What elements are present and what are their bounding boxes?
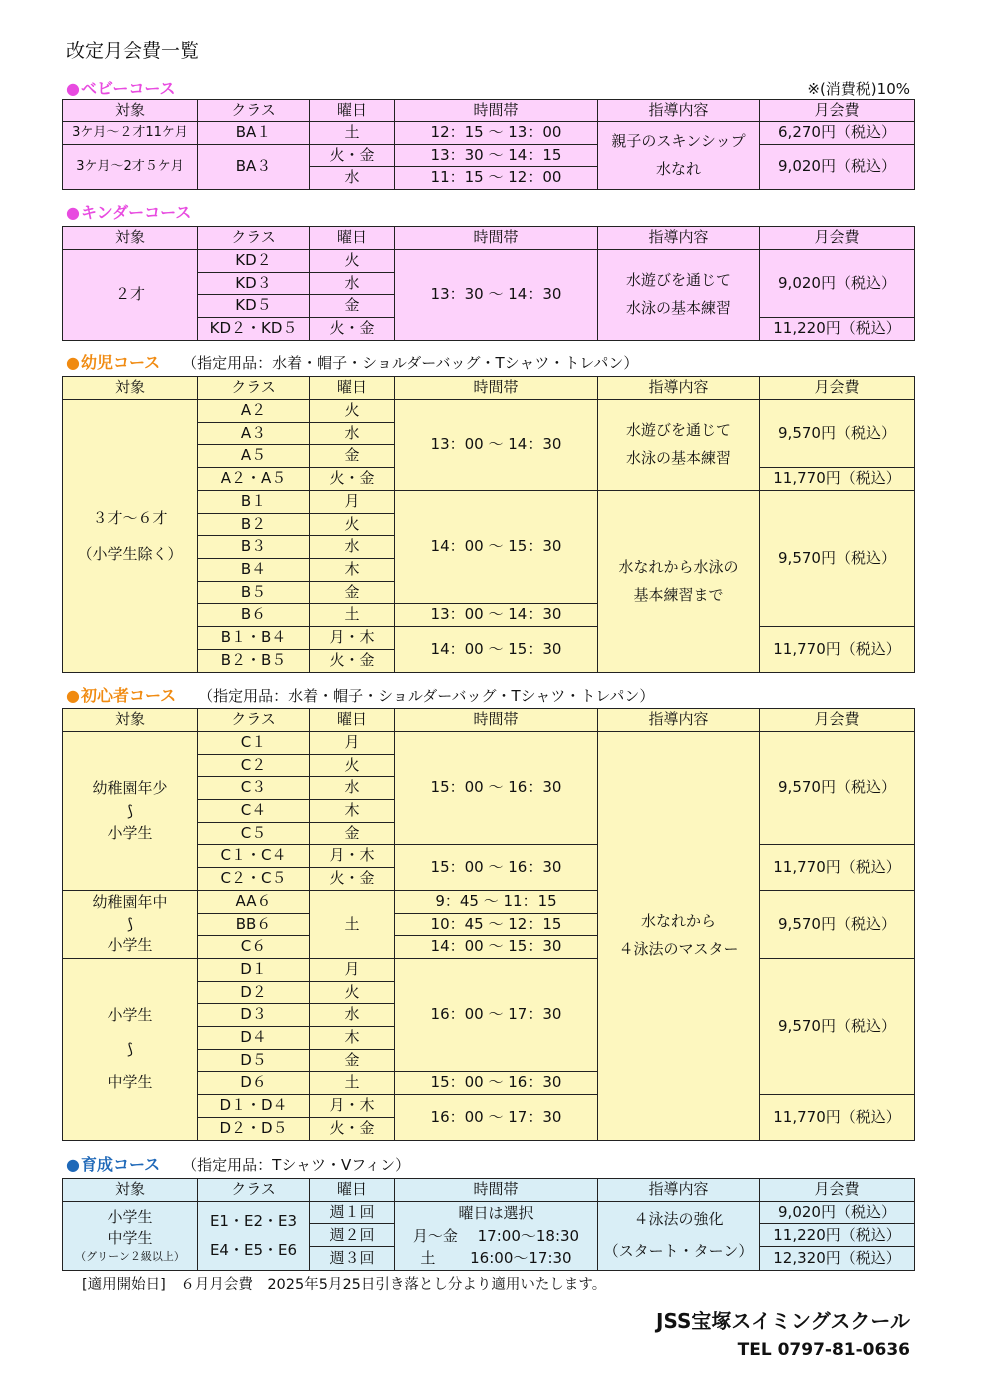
day-cell: 水 [310, 423, 395, 445]
day-cell: 水 [310, 536, 395, 559]
class-cell: D１ [198, 959, 310, 982]
bullet-icon: ● [66, 1155, 80, 1174]
header-day: 曜日 [310, 1179, 395, 1202]
day-cell: 火 [310, 982, 395, 1004]
time-cell: 13：30 ～ 14：30 [395, 250, 598, 341]
table-row [63, 122, 915, 145]
table-row [63, 959, 915, 982]
class-cell: D２・D５ [198, 1118, 310, 1141]
content-cell [598, 1202, 760, 1271]
bullet-icon: ● [66, 353, 80, 372]
time-cell [395, 1202, 598, 1271]
class-cell: B５ [198, 582, 310, 604]
class-cell: C２ [198, 755, 310, 777]
header-day: 曜日 [310, 709, 395, 732]
header-fee: 月会費 [760, 709, 915, 732]
section-title: ベビーコース [80, 79, 176, 98]
time-line: 土 16:00～17:30 [420, 1249, 572, 1267]
header-time: 時間帯 [395, 227, 598, 250]
class-cell: KD２ [198, 250, 310, 273]
table-header-row [63, 377, 915, 400]
header-target: 対象 [63, 377, 198, 400]
beginner-course-table [62, 708, 915, 1141]
header-class: クラス [198, 709, 310, 732]
content-cell: 水なれから ４泳法のマスター [598, 732, 760, 1141]
class-cell: B２・B５ [198, 650, 310, 673]
time-cell: 13：00 ～ 14：30 [395, 604, 598, 627]
header-target: 対象 [63, 227, 198, 250]
header-content: 指導内容 [598, 100, 760, 122]
class-cell: D２ [198, 982, 310, 1004]
section-title: 初心者コース [80, 686, 177, 705]
class-cell: A２・A５ [198, 468, 310, 491]
start-date-note: [適用開始日] ６月月会費 2025年5月25日引き落とし分より適用いたします。 [82, 1277, 607, 1293]
header-content: 指導内容 [598, 709, 760, 732]
fee-cell: 11,770円（税込） [760, 468, 915, 491]
day-cell: 火 [310, 514, 395, 536]
target-line: （グリーン２級以上） [75, 1250, 185, 1264]
time-cell: 11：15 ～ 12：00 [395, 167, 598, 190]
day-cell: 金 [310, 582, 395, 604]
header-target: 対象 [63, 709, 198, 732]
day-cell: 木 [310, 559, 395, 582]
header-fee: 月会費 [760, 100, 915, 122]
header-content: 指導内容 [598, 1179, 760, 1202]
fee-cell: 9,020円（税込） [760, 250, 915, 318]
day-cell: 月・木 [310, 845, 395, 868]
class-cell: C１・C４ [198, 845, 310, 868]
target-cell: ２才 [63, 250, 198, 341]
baby-course-heading [66, 76, 176, 99]
class-cell: BB６ [198, 914, 310, 936]
fee-cell: 9,570円（税込） [760, 959, 915, 1095]
day-cell: 火 [310, 250, 395, 273]
day-cell: 火 [310, 755, 395, 777]
target-cell: 3ケ月～2才５ケ月 [63, 145, 198, 190]
day-cell: 金 [310, 295, 395, 318]
infant-course-heading [66, 350, 638, 373]
time-cell: 16：00 ～ 17：30 [395, 1095, 598, 1141]
class-cell: B４ [198, 559, 310, 582]
fee-cell: 11,770円（税込） [760, 627, 915, 673]
day-cell: 水 [310, 777, 395, 800]
school-name: JSS宝塚スイミングスクール [656, 1309, 910, 1333]
day-cell: 火・金 [310, 868, 395, 891]
target-cell: 幼稚園年少 ⟆ 小学生 [63, 732, 198, 891]
section-note: （指定用品：水着・帽子・ショルダーバッグ・Tシャツ・トレパン） [182, 354, 639, 372]
header-day: 曜日 [310, 227, 395, 250]
header-day: 曜日 [310, 377, 395, 400]
class-line: E1・E2・E3 [209, 1212, 298, 1231]
time-cell: 15：00 ～ 16：30 [395, 1072, 598, 1095]
content-line: ４泳法の強化 [633, 1210, 724, 1229]
class-cell: C４ [198, 800, 310, 823]
time-cell: 10：45 ～ 12：15 [395, 914, 598, 936]
header-class: クラス [198, 377, 310, 400]
target-line: 中学生 [107, 1229, 153, 1248]
table-header-row [63, 1179, 915, 1202]
day-cell: 水 [310, 273, 395, 295]
class-cell: KD５ [198, 295, 310, 318]
day-cell: 月 [310, 491, 395, 514]
header-fee: 月会費 [760, 377, 915, 400]
day-cell: 火・金 [310, 1118, 395, 1141]
fee-cell: 11,220円（税込） [760, 318, 915, 341]
day-cell: 火・金 [310, 650, 395, 673]
time-cell: 14：00 ～ 15：30 [395, 491, 598, 604]
section-note: （指定用品：Tシャツ・Vフィン） [182, 1156, 411, 1174]
class-cell: A２ [198, 400, 310, 423]
header-time: 時間帯 [395, 100, 598, 122]
day-cell: 週３回 [310, 1247, 395, 1270]
class-cell: D３ [198, 1004, 310, 1027]
target-cell: 3ケ月～２才11ケ月 [63, 122, 198, 145]
table-row [63, 400, 915, 423]
fee-cell: 9,020円（税込） [760, 145, 915, 190]
day-cell: 火・金 [310, 468, 395, 491]
day-cell: 月・木 [310, 1095, 395, 1118]
table-header-row [63, 100, 915, 122]
day-cell: 月 [310, 732, 395, 755]
class-cell: C３ [198, 777, 310, 800]
bullet-icon: ● [66, 686, 80, 705]
infant-course-table [62, 376, 915, 673]
fee-cell: 12,320円（税込） [760, 1247, 915, 1270]
bullet-icon: ● [66, 203, 80, 222]
table-header-row [63, 227, 915, 250]
day-cell: 火・金 [310, 318, 395, 341]
content-cell: 親子のスキンシップ 水なれ [598, 122, 760, 190]
section-title: キンダーコース [80, 203, 192, 222]
header-content: 指導内容 [598, 227, 760, 250]
class-cell: BA１ [198, 122, 310, 145]
class-cell: B６ [198, 604, 310, 627]
day-cell: 水 [310, 1004, 395, 1027]
training-course-heading [66, 1152, 410, 1175]
header-content: 指導内容 [598, 377, 760, 400]
day-cell: 土 [310, 891, 395, 959]
class-cell: C１ [198, 732, 310, 755]
class-cell: B１ [198, 491, 310, 514]
bullet-icon: ● [66, 79, 80, 98]
content-line: （スタート・ターン） [603, 1241, 754, 1260]
class-cell: B３ [198, 536, 310, 559]
header-class: クラス [198, 227, 310, 250]
header-time: 時間帯 [395, 377, 598, 400]
target-cell [63, 1202, 198, 1271]
header-time: 時間帯 [395, 1179, 598, 1202]
page-title: 改定月会費一覧 [66, 40, 200, 62]
fee-cell: 9,020円（税込） [760, 1202, 915, 1224]
header-class: クラス [198, 1179, 310, 1202]
class-cell: C２・C５ [198, 868, 310, 891]
fee-cell: 9,570円（税込） [760, 400, 915, 468]
time-cell: 14：00 ～ 15：30 [395, 627, 598, 673]
baby-course-table [62, 99, 915, 190]
fee-cell: 9,570円（税込） [760, 491, 915, 627]
time-cell: 9：45 ～ 11：15 [395, 891, 598, 914]
fee-cell: 11,770円（税込） [760, 845, 915, 891]
target-line: 小学生 [107, 1208, 153, 1227]
table-row [63, 891, 915, 914]
day-cell: 金 [310, 823, 395, 845]
class-cell: B１・B４ [198, 627, 310, 650]
beginner-course-heading [66, 683, 654, 706]
tax-note: ※(消費税)10% [807, 80, 910, 98]
header-time: 時間帯 [395, 709, 598, 732]
header-fee: 月会費 [760, 1179, 915, 1202]
day-cell: 週２回 [310, 1224, 395, 1247]
day-cell: 月 [310, 959, 395, 982]
header-target: 対象 [63, 100, 198, 122]
header-day: 曜日 [310, 100, 395, 122]
class-cell: A５ [198, 445, 310, 468]
section-title: 幼児コース [80, 353, 161, 372]
class-cell: D４ [198, 1027, 310, 1050]
class-cell: KD２・KD５ [198, 318, 310, 341]
time-cell: 16：00 ～ 17：30 [395, 959, 598, 1072]
table-header-row [63, 709, 915, 732]
table-row [63, 1202, 915, 1224]
target-cell: 幼稚園年中 ⟆ 小学生 [63, 891, 198, 959]
day-cell: 金 [310, 1050, 395, 1072]
time-cell: 15：00 ～ 16：30 [395, 732, 598, 845]
time-cell: 13：30 ～ 14：15 [395, 145, 598, 167]
content-cell: 水遊びを通じて 水泳の基本練習 [598, 400, 760, 491]
class-cell: D６ [198, 1072, 310, 1095]
class-cell: AA６ [198, 891, 310, 914]
training-course-table [62, 1178, 915, 1271]
school-tel: TEL 0797-81-0636 [737, 1340, 910, 1360]
day-cell: 土 [310, 1072, 395, 1095]
fee-cell: 11,770円（税込） [760, 1095, 915, 1141]
section-note: （指定用品：水着・帽子・ショルダーバッグ・Tシャツ・トレパン） [198, 687, 655, 705]
time-cell: 13：00 ～ 14：30 [395, 400, 598, 491]
table-row [63, 250, 915, 273]
fee-cell: 9,570円（税込） [760, 732, 915, 845]
day-cell: 火・金 [310, 145, 395, 167]
day-cell: 月・木 [310, 627, 395, 650]
day-cell: 水 [310, 167, 395, 190]
class-cell: C５ [198, 823, 310, 845]
fee-cell: 6,270円（税込） [760, 122, 915, 145]
class-cell: B２ [198, 514, 310, 536]
class-cell: BA３ [198, 145, 310, 190]
header-class: クラス [198, 100, 310, 122]
table-row [63, 145, 915, 167]
class-cell: C６ [198, 936, 310, 959]
day-cell: 土 [310, 604, 395, 627]
class-cell [198, 1202, 310, 1271]
class-cell: KD３ [198, 273, 310, 295]
day-cell: 金 [310, 445, 395, 468]
kinder-course-heading [66, 200, 191, 223]
target-cell: 小学生 ⟆ 中学生 [63, 959, 198, 1141]
class-cell: D５ [198, 1050, 310, 1072]
day-cell: 火 [310, 400, 395, 423]
fee-cell: 9,570円（税込） [760, 891, 915, 959]
header-target: 対象 [63, 1179, 198, 1202]
content-cell: 水遊びを通じて 水泳の基本練習 [598, 250, 760, 341]
day-cell: 木 [310, 800, 395, 823]
kinder-course-table [62, 226, 915, 341]
target-cell: ３才～６才 （小学生除く） [63, 400, 198, 673]
table-row [63, 732, 915, 755]
class-line: E4・E5・E6 [209, 1240, 298, 1259]
class-cell: D１・D４ [198, 1095, 310, 1118]
day-cell: 木 [310, 1027, 395, 1050]
time-cell: 15：00 ～ 16：30 [395, 845, 598, 891]
class-cell: A３ [198, 423, 310, 445]
time-cell: 14：00 ～ 15：30 [395, 936, 598, 959]
day-cell: 土 [310, 122, 395, 145]
section-title: 育成コース [80, 1155, 161, 1174]
day-cell: 週１回 [310, 1202, 395, 1224]
time-line: 月～金 17:00～18:30 [412, 1226, 580, 1245]
header-fee: 月会費 [760, 227, 915, 250]
time-line: 曜日は選択 [458, 1204, 534, 1222]
fee-cell: 11,220円（税込） [760, 1224, 915, 1247]
time-cell: 12：15 ～ 13：00 [395, 122, 598, 145]
content-cell: 水なれから水泳の 基本練習まで [598, 491, 760, 673]
